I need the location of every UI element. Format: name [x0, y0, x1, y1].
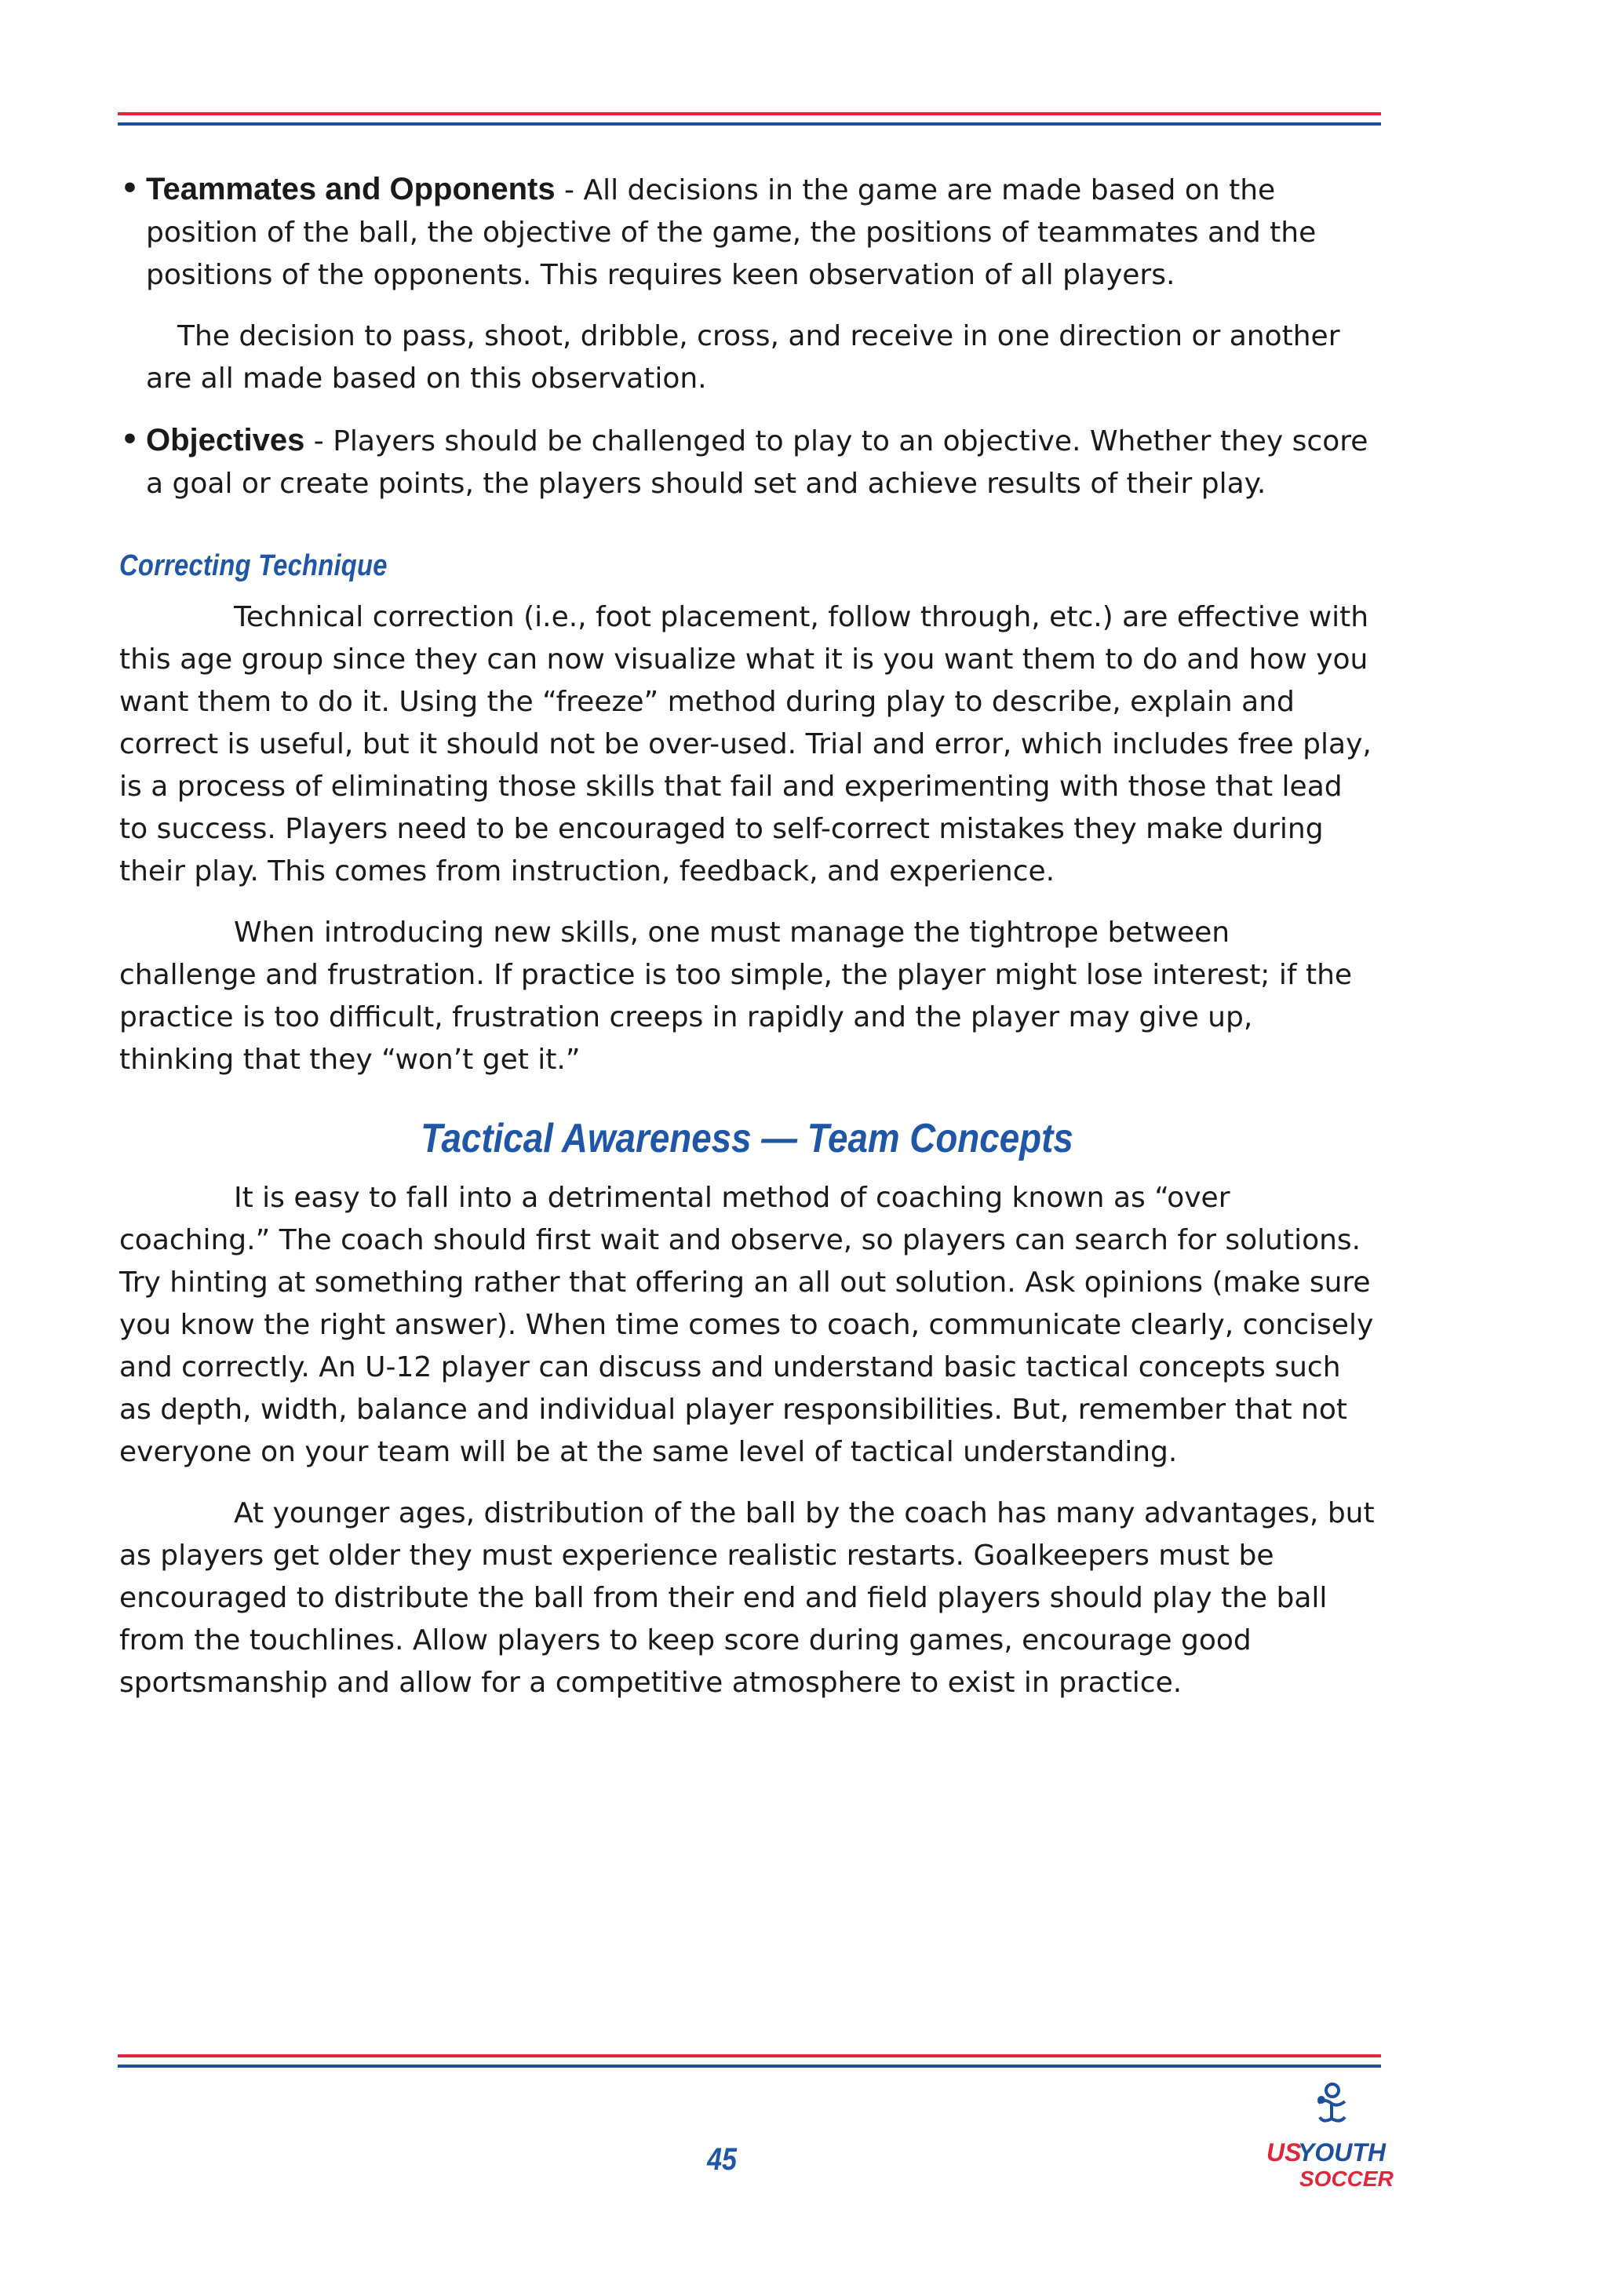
bullet-dot: • [121, 173, 140, 205]
body-paragraph: Technical correction (i.e., foot placement, follow through, etc.) are effective with this age group since they can now visualize what it is you want them to do and how you want them to do it. Using the “freeze” method during play to describe, explain and correct is useful, but it should not be over-used. Trial and error, which includes free play, is a process of eliminating those skills that fail and experimenting with those that lead to success. Players need to be encouraged to self-correct mistakes they make during their play. This comes from instruction, feedback, and experience. [119, 601, 1372, 887]
player-figure-icon [1318, 2084, 1345, 2121]
subheading-correcting-technique: Correcting Technique [119, 549, 388, 582]
bullet-paragraph: The decision to pass, shoot, dribble, cross, and receive in one direction or another are all made based on this observation. [146, 320, 1340, 395]
body-paragraph: When introducing new skills, one must manage the tightrope between challenge and frustration. If practice is too simple, the player might lose interest; if the practice is too difficult, frustration creeps in rapidly and the player may give up, thinking that they “won’t get it.” [119, 917, 1353, 1076]
bullet-teammates-opponents [119, 168, 1375, 297]
bullet-term: Teammates and Opponents [146, 172, 556, 206]
bullet-text: - Players should be challenged to play to an objective. Whether they score a goal or create points, the players should set and achieve results of their play. [146, 425, 1368, 500]
logo-text-soccer: SOCCER [1299, 2167, 1394, 2191]
bullet-dot: • [121, 424, 140, 456]
footer-rule [118, 2054, 1381, 2068]
header-rule [118, 112, 1381, 126]
bullet-objectives [119, 419, 1375, 505]
us-youth-soccer-logo [1263, 2079, 1397, 2197]
page-content [119, 168, 1375, 1723]
section-title: Tactical Awareness — Team Concepts [421, 1116, 1073, 1161]
body-paragraph: At younger ages, distribution of the ball by the coach has many advantages, but as players get older they must experience realistic restarts. Goalkeepers must be encouraged to distribute the ball from their end and field players should play the ball from the touchlines. Allow players to keep score during games, encourage good sportsmanship and allow for a competitive atmosphere to exist in practice. [119, 1497, 1375, 1699]
logo-text-us: US [1266, 2138, 1302, 2167]
bullet-term: Objectives [146, 423, 305, 457]
bullet-text: - All decisions in the game are made based on the position of the ball, the objective of the game, the positions of teammates and the positions of the opponents. This requires keen observation of all players. [146, 174, 1317, 291]
page-number: 45 [707, 2142, 737, 2177]
logo-text-youth: YOUTH [1298, 2138, 1386, 2167]
body-paragraph: It is easy to fall into a detrimental method of coaching known as “over coaching.” The coach should first wait and observe, so players can search for solutions. Try hinting at something rather that offering an all out solution. Ask opinions (make sure you know the right answer). When time comes to coach, communicate clearly, concisely and correctly. An U-12 player can discuss and understand basic tactical concepts such as depth, width, balance and individual player responsibilities. But, remember that not everyone on your team will be at the same level of tactical understanding. [119, 1182, 1374, 1468]
